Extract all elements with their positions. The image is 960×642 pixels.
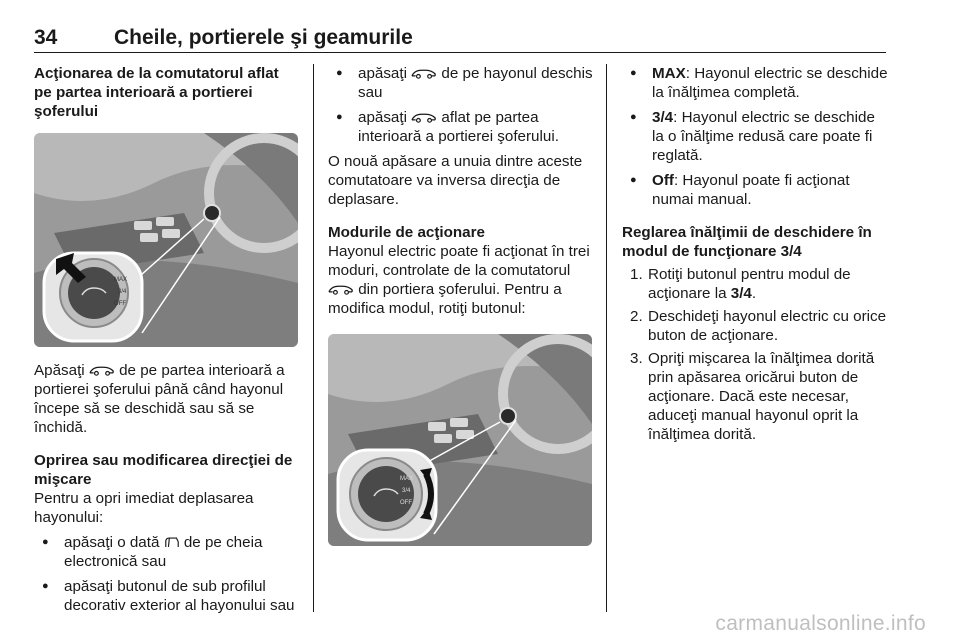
column-divider — [313, 64, 314, 612]
list-item: 1. Rotiţi butonul pentru modul de acţionare la 3/4. — [630, 266, 851, 302]
list-item: ● apăsaţi butonul de sub profilul decorativ exterior al hayonului sau — [34, 577, 300, 615]
mode-switch-figure — [328, 334, 592, 546]
bullet-list — [34, 533, 300, 615]
list-item: ● apăsaţi aflat pe partea interioară a portierei şoferului. — [328, 108, 596, 146]
tailgate-icon — [328, 284, 354, 296]
paragraph: O nouă apăsare a unuia dintre aceste comutatoare va inversa direcţia de deplasare. — [328, 153, 583, 208]
column-divider — [606, 64, 607, 612]
section-heading: Reglarea înălţimii de deschidere în modul de funcţionare 3/4 — [622, 224, 872, 260]
mode-label-34: 3/4 — [118, 289, 127, 295]
page-number: 34 — [34, 26, 58, 49]
paragraph: Pentru a opri imediat deplasarea hayonului: — [34, 490, 254, 526]
list-item: ● apăsaţi o dată de pe cheia electronică sau — [34, 533, 300, 571]
paragraph: Apăsaţi de pe partea interioară a portierei şoferului până când hayonul începe să se deschidă sau să se închidă. — [34, 362, 285, 436]
list-item: 3. Opriţi mişcarea la înălţimea dorită prin apăsarea oricărui buton de acţionare. Dacă este necesar, aduceţi manual hayonul oprit la înălţimea dorită. — [630, 350, 875, 443]
mode-label-off: OFF — [400, 500, 412, 506]
list-item: ● Off: Hayonul poate fi acţionat numai manual. — [622, 171, 890, 209]
mode-list — [622, 64, 890, 209]
mode-label-max: MAX — [114, 277, 128, 283]
paragraph: Hayonul electric poate fi acţionat în trei moduri, controlate de la comutatorul din portiera şoferului. Pentru a modifica modul, rotiţi butonul: — [328, 243, 590, 317]
tailgate-icon — [411, 68, 437, 80]
mode-label-34: 3/4 — [402, 488, 411, 494]
list-item: 2. Deschideţi hayonul electric cu orice buton de acţionare. — [630, 308, 887, 344]
section-heading: Acţionarea de la comutatorul aflat pe partea interioară a portierei şoferului — [34, 65, 279, 120]
section-heading: Oprirea sau modificarea direcţiei de mişcare — [34, 452, 293, 488]
column-3 — [622, 64, 890, 448]
list-item: ● 3/4: Hayonul electric se deschide la o înălţime redusă care poate fi reglată. — [622, 108, 890, 165]
door-switch-figure — [34, 133, 298, 347]
mode-label-max: MAX — [400, 476, 414, 482]
column-1 — [34, 64, 300, 621]
page-title: Cheile, portierele şi geamurile — [114, 26, 413, 49]
watermark: carmanualsonline.info — [715, 612, 926, 635]
list-item: ● apăsaţi de pe hayonul deschis sau — [328, 64, 596, 102]
mode-label-off: OFF — [114, 301, 126, 307]
tailgate-icon — [89, 365, 115, 377]
tailgate-icon — [411, 112, 437, 124]
steps-list — [622, 265, 890, 444]
bullet-list — [328, 64, 596, 146]
key-tailgate-icon — [164, 536, 180, 549]
section-heading: Modurile de acţionare — [328, 224, 485, 241]
page-header — [34, 26, 886, 53]
column-2 — [328, 64, 596, 546]
list-item: ● MAX: Hayonul electric se deschide la înălţimea completă. — [622, 64, 890, 102]
